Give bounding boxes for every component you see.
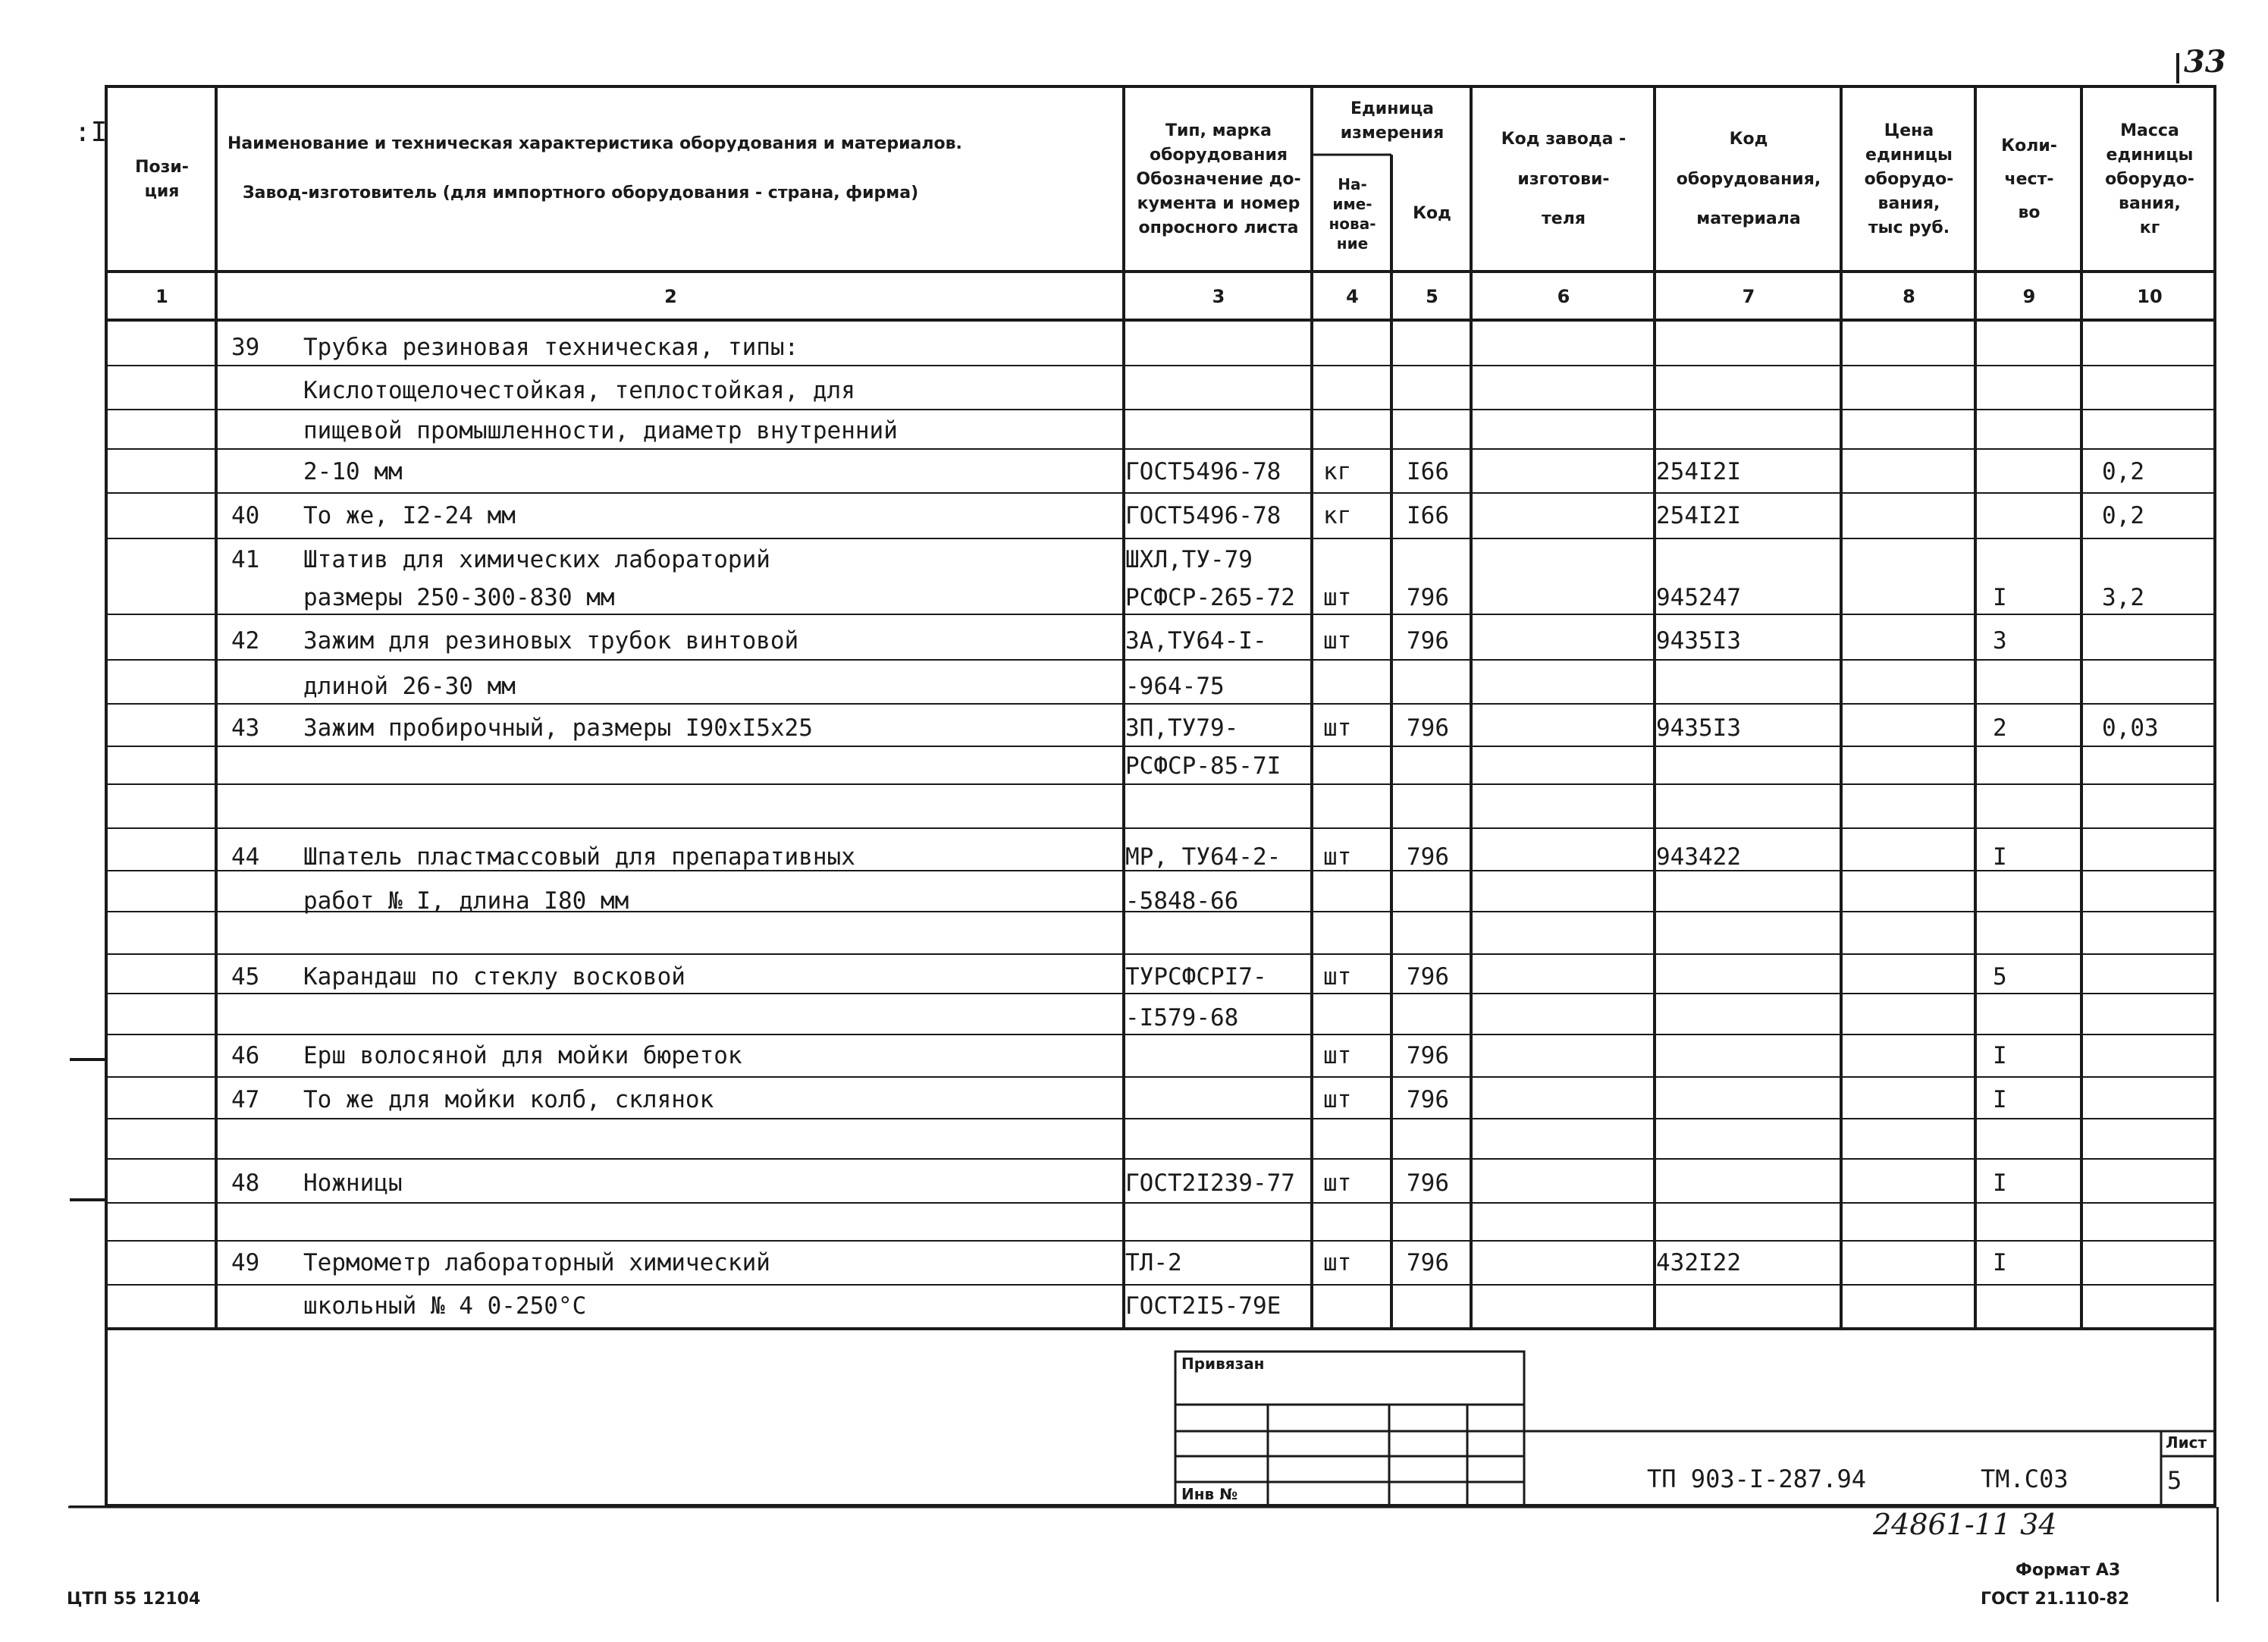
row-type-designation: 3А,ТУ64-I- [1125,627,1267,655]
sheet-number: 5 [2167,1466,2182,1495]
row-name: Ножницы [303,1169,403,1197]
row-name: Кислотощелочестойкая, теплостойкая, для [303,377,855,404]
row-unit-code: 796 [1407,843,1449,871]
column-number: 5 [1426,286,1438,307]
row-unit-name: шт [1323,627,1352,655]
row-position: 42 [231,627,260,655]
row-unit-code: 796 [1407,1086,1449,1113]
row-type-designation: ГОСТ2I239-77 [1125,1169,1295,1197]
row-type-designation: ГОСТ5496-78 [1125,458,1281,485]
row-equipment-code: 254I2I [1656,502,1741,529]
format-label: Формат А3 [2015,1561,2121,1580]
row-unit-name: шт [1323,1086,1352,1113]
row-unit-code: 796 [1407,584,1449,611]
column-number: 7 [1742,286,1755,307]
row-quantity: 5 [1993,963,2007,991]
row-name: пищевой промышленности, диаметр внутренний [303,417,898,444]
header-name-line1: Наименование и техническая характеристика оборудования и материалов. [227,134,962,154]
row-name: То же для мойки колб, склянок [303,1086,714,1113]
row-quantity: I [1993,1249,2007,1276]
row-position: 43 [231,714,260,742]
row-type-designation: 3П,ТУ79- [1125,714,1239,742]
row-quantity: I [1993,1086,2007,1113]
header-position: Пози- ция [135,158,189,201]
column-number: 1 [155,286,168,307]
row-type-designation: ШХЛ,ТУ-79 [1125,546,1253,573]
row-name: размеры 250-300-830 мм [303,584,615,611]
row-unit-name: шт [1323,963,1352,991]
row-position: 41 [231,546,260,573]
row-unit-code: I66 [1407,502,1449,529]
row-unit-name: шт [1323,843,1352,871]
row-quantity: I [1993,1169,2007,1197]
row-type-designation: РСФСР-85-7I [1125,752,1281,780]
header-quantity: Коли- чест- во [2001,137,2057,222]
row-mass: 3,2 [2102,584,2144,611]
margin-mark: :I [74,117,108,148]
row-position: 48 [231,1169,260,1197]
header-price: Цена единицы оборудо- вания, тыс руб. [1864,121,1954,237]
column-number: 6 [1557,286,1570,307]
row-type-designation: ГОСТ2I5-79Е [1125,1292,1281,1320]
row-type-designation: РСФСР-265-72 [1125,584,1295,611]
header-unit-name: На- име- нова- ние [1328,175,1376,253]
row-unit-name: шт [1323,1042,1352,1069]
row-unit-name: кг [1323,502,1352,529]
row-type-designation: МР, ТУ64-2- [1125,843,1281,871]
row-unit-code: 796 [1407,1042,1449,1069]
header-unit-code: Код [1413,204,1451,224]
row-name: Термометр лабораторный химический [303,1249,770,1276]
stamp-inventory-label: Инв № [1181,1485,1238,1503]
row-position: 45 [231,963,260,991]
row-quantity: 3 [1993,627,2007,655]
row-mass: 0,03 [2102,714,2159,742]
row-equipment-code: 943422 [1656,843,1741,871]
row-type-designation: -I579-68 [1125,1004,1239,1031]
row-unit-name: шт [1323,714,1352,742]
document-mark: ТМ.С03 [1981,1465,2069,1493]
row-name: школьный № 4 0-250°С [303,1292,587,1320]
sheet-label: Лист [2166,1433,2207,1452]
row-name: Ерш волосяной для мойки бюреток [303,1042,742,1069]
row-position: 39 [231,334,260,361]
row-unit-code: 796 [1407,963,1449,991]
column-number: 10 [2137,286,2163,307]
row-name: Карандаш по стеклу восковой [303,963,685,991]
row-equipment-code: 254I2I [1656,458,1741,485]
row-type-designation: -964-75 [1125,673,1225,700]
row-quantity: 2 [1993,714,2007,742]
row-unit-code: 796 [1407,714,1449,742]
header-name-line2: Завод-изготовитель (для импортного оборудования - страна, фирма) [243,184,919,203]
row-name: 2-10 мм [303,458,403,485]
row-unit-name: шт [1323,584,1352,611]
column-number: 4 [1346,286,1359,307]
row-position: 47 [231,1086,260,1113]
column-number: 2 [664,286,677,307]
row-name: Зажим для резиновых трубок винтовой [303,627,799,655]
column-number: 8 [1903,286,1915,307]
row-equipment-code: 945247 [1656,584,1741,611]
document-code: ТП 903-I-287.94 [1647,1465,1866,1493]
row-type-designation: ГОСТ5496-78 [1125,502,1281,529]
row-name: работ № I, длина I80 мм [303,887,629,915]
row-name: Трубка резиновая техническая, типы: [303,334,799,361]
row-mass: 0,2 [2102,458,2144,485]
row-unit-name: шт [1323,1249,1352,1276]
row-equipment-code: 9435I3 [1656,714,1741,742]
row-name: То же, I2-24 мм [303,502,516,529]
row-position: 49 [231,1249,260,1276]
row-quantity: I [1993,1042,2007,1069]
header-equipment-code: Код оборудования, материала [1676,129,1821,229]
row-position: 40 [231,502,260,529]
row-unit-code: 796 [1407,1169,1449,1197]
row-type-designation: ТЛ-2 [1125,1249,1182,1276]
footer-right-line [2216,1507,2219,1602]
column-number: 9 [2022,286,2036,307]
row-type-designation: -5848-66 [1125,887,1239,915]
row-name: Зажим пробирочный, размеры I90xI5x25 [303,714,813,742]
row-name: Шпатель пластмассовый для препаративных [303,843,855,871]
row-unit-code: 796 [1407,1249,1449,1276]
row-name: длиной 26-30 мм [303,673,516,700]
row-unit-code: I66 [1407,458,1449,485]
row-unit-name: шт [1323,1169,1352,1197]
header-type: Тип, марка оборудования Обозначение до- кумента и номер опросного листа [1136,121,1301,237]
row-equipment-code: 9435I3 [1656,627,1741,655]
row-name: Штатив для химических лабораторий [303,546,770,573]
archive-number-handwritten: 24861-11 34 [1873,1508,2057,1541]
row-unit-code: 796 [1407,627,1449,655]
header-mass: Масса единицы оборудо- вания, кг [2105,121,2194,237]
stamp-bound-label: Привязан [1181,1355,1265,1373]
row-quantity: I [1993,843,2007,871]
column-number: 3 [1212,286,1225,307]
row-mass: 0,2 [2102,502,2144,529]
row-unit-name: кг [1323,458,1352,485]
page-number-handwritten: 33 [2184,44,2226,80]
header-unit-group: Единица измерения [1340,99,1445,143]
footer-right-code: ГОСТ 21.110-82 [1981,1590,2130,1608]
row-position: 46 [231,1042,260,1069]
footer-left-code: ЦТП 55 12104 [67,1590,201,1608]
row-quantity: I [1993,584,2007,611]
row-equipment-code: 432I22 [1656,1249,1741,1276]
row-position: 44 [231,843,260,871]
header-plant-code: Код завода - изготови- теля [1501,129,1626,229]
row-type-designation: ТУРСФСРI7- [1125,963,1267,991]
